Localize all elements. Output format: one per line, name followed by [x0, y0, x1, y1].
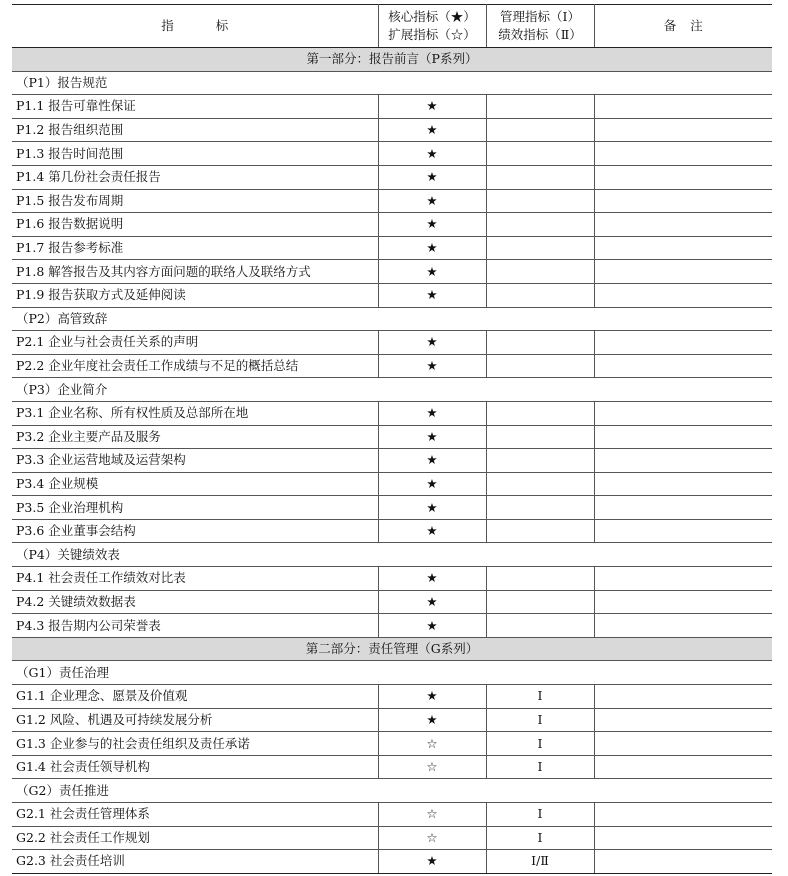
core-extended-cell: ★	[378, 95, 486, 119]
management-performance-cell	[486, 189, 594, 213]
table-row	[12, 755, 772, 779]
core-extended-cell: ☆	[378, 732, 486, 756]
table-row	[12, 189, 772, 213]
remarks-cell	[594, 142, 772, 166]
core-extended-cell: ★	[378, 850, 486, 874]
core-extended-cell: ★	[378, 165, 486, 189]
core-extended-cell: ★	[378, 283, 486, 307]
indicator-name-cell: G2.3 社会责任培训	[12, 850, 378, 874]
remarks-cell	[594, 331, 772, 355]
core-extended-cell: ☆	[378, 826, 486, 850]
remarks-cell	[594, 213, 772, 237]
indicator-name-cell: P2.2 企业年度社会责任工作成绩与不足的概括总结	[12, 354, 378, 378]
management-performance-cell	[486, 590, 594, 614]
indicator-name-cell: P3.3 企业运营地域及运营架构	[12, 449, 378, 473]
table-row	[12, 142, 772, 166]
indicator-name-cell: P4.3 报告期内公司荣誉表	[12, 614, 378, 638]
management-performance-cell	[486, 283, 594, 307]
remarks-cell	[594, 732, 772, 756]
management-performance-cell: Ⅰ	[486, 685, 594, 709]
core-extended-cell: ★	[378, 354, 486, 378]
indicator-name-cell: G2.1 社会责任管理体系	[12, 803, 378, 827]
section-header-row	[12, 661, 772, 685]
remarks-cell	[594, 118, 772, 142]
table-row	[12, 685, 772, 709]
section-title: （G2）责任推进	[12, 779, 772, 803]
remarks-cell	[594, 189, 772, 213]
section-header-row	[12, 779, 772, 803]
core-extended-cell: ★	[378, 519, 486, 543]
table-row	[12, 567, 772, 591]
section-header-row	[12, 71, 772, 95]
indicator-name-cell: P4.1 社会责任工作绩效对比表	[12, 567, 378, 591]
header-extended-label: 扩展指标（☆）	[388, 27, 476, 42]
core-extended-cell: ★	[378, 708, 486, 732]
indicator-name-cell: P1.2 报告组织范围	[12, 118, 378, 142]
indicator-name-cell: P2.1 企业与社会责任关系的声明	[12, 331, 378, 355]
core-extended-cell: ★	[378, 331, 486, 355]
remarks-cell	[594, 449, 772, 473]
table-row	[12, 118, 772, 142]
remarks-cell	[594, 472, 772, 496]
management-performance-cell	[486, 472, 594, 496]
management-performance-cell	[486, 401, 594, 425]
table-row	[12, 165, 772, 189]
indicator-name-cell: P3.1 企业名称、所有权性质及总部所在地	[12, 401, 378, 425]
table-row	[12, 614, 772, 638]
remarks-cell	[594, 614, 772, 638]
remarks-cell	[594, 685, 772, 709]
remarks-cell	[594, 708, 772, 732]
management-performance-cell	[486, 614, 594, 638]
section-title: （P2）高管致辞	[12, 307, 772, 331]
core-extended-cell: ☆	[378, 755, 486, 779]
indicator-name-cell: P4.2 关键绩效数据表	[12, 590, 378, 614]
remarks-cell	[594, 755, 772, 779]
management-performance-cell	[486, 354, 594, 378]
part-header-row	[12, 48, 772, 72]
core-extended-cell: ★	[378, 425, 486, 449]
indicator-name-cell: P1.8 解答报告及其内容方面问题的联络人及联络方式	[12, 260, 378, 284]
table-row	[12, 425, 772, 449]
table-row	[12, 496, 772, 520]
indicator-name-cell: P1.4 第几份社会责任报告	[12, 165, 378, 189]
indicator-name-cell: P1.7 报告参考标准	[12, 236, 378, 260]
management-performance-cell	[486, 95, 594, 119]
section-header-row	[12, 378, 772, 402]
section-title: （P1）报告规范	[12, 71, 772, 95]
table-row	[12, 708, 772, 732]
management-performance-cell	[486, 449, 594, 473]
part-header-row	[12, 637, 772, 661]
core-extended-cell: ☆	[378, 803, 486, 827]
core-extended-cell: ★	[378, 614, 486, 638]
remarks-cell	[594, 519, 772, 543]
table-row	[12, 826, 772, 850]
indicator-name-cell: P3.6 企业董事会结构	[12, 519, 378, 543]
core-extended-cell: ★	[378, 189, 486, 213]
core-extended-cell: ★	[378, 567, 486, 591]
indicator-name-cell: P1.1 报告可靠性保证	[12, 95, 378, 119]
remarks-cell	[594, 425, 772, 449]
header-management-label: 管理指标（Ⅰ）	[500, 9, 580, 24]
header-performance-label: 绩效指标（Ⅱ）	[498, 27, 582, 42]
management-performance-cell: Ⅰ	[486, 755, 594, 779]
indicator-name-cell: P3.5 企业治理机构	[12, 496, 378, 520]
table-row	[12, 236, 772, 260]
core-extended-cell: ★	[378, 449, 486, 473]
part-title: 第二部分：责任管理（G系列）	[12, 637, 772, 661]
management-performance-cell: Ⅰ	[486, 803, 594, 827]
table-row	[12, 850, 772, 874]
remarks-cell	[594, 401, 772, 425]
section-title: （G1）责任治理	[12, 661, 772, 685]
remarks-cell	[594, 567, 772, 591]
management-performance-cell: Ⅰ	[486, 708, 594, 732]
indicator-name-cell: G1.4 社会责任领导机构	[12, 755, 378, 779]
remarks-cell	[594, 165, 772, 189]
part-title: 第一部分：报告前言（P系列）	[12, 48, 772, 72]
table-row	[12, 331, 772, 355]
management-performance-cell	[486, 425, 594, 449]
indicator-name-cell: G1.1 企业理念、愿景及价值观	[12, 685, 378, 709]
core-extended-cell: ★	[378, 590, 486, 614]
management-performance-cell	[486, 260, 594, 284]
indicator-name-cell: P3.2 企业主要产品及服务	[12, 425, 378, 449]
indicator-name-cell: P3.4 企业规模	[12, 472, 378, 496]
indicator-name-cell: P1.5 报告发布周期	[12, 189, 378, 213]
indicator-name-cell: G1.2 风险、机遇及可持续发展分析	[12, 708, 378, 732]
table-row	[12, 732, 772, 756]
section-header-row	[12, 543, 772, 567]
management-performance-cell	[486, 165, 594, 189]
core-extended-cell: ★	[378, 472, 486, 496]
core-extended-cell: ★	[378, 685, 486, 709]
table-row	[12, 449, 772, 473]
remarks-cell	[594, 354, 772, 378]
remarks-cell	[594, 850, 772, 874]
management-performance-cell	[486, 118, 594, 142]
remarks-cell	[594, 283, 772, 307]
table-row	[12, 95, 772, 119]
core-extended-cell: ★	[378, 142, 486, 166]
core-extended-cell: ★	[378, 118, 486, 142]
management-performance-cell	[486, 236, 594, 260]
table-header	[12, 5, 772, 48]
indicator-table	[12, 4, 772, 874]
table-row	[12, 354, 772, 378]
table-row	[12, 803, 772, 827]
header-core-label: 核心指标（★）	[388, 9, 476, 24]
remarks-cell	[594, 260, 772, 284]
management-performance-cell	[486, 496, 594, 520]
management-performance-cell	[486, 213, 594, 237]
header-remarks: 备注	[594, 5, 772, 48]
management-performance-cell	[486, 567, 594, 591]
indicator-name-cell: P1.9 报告获取方式及延伸阅读	[12, 283, 378, 307]
core-extended-cell: ★	[378, 236, 486, 260]
indicator-table-container	[12, 4, 772, 874]
management-performance-cell	[486, 331, 594, 355]
remarks-cell	[594, 496, 772, 520]
indicator-name-cell: G1.3 企业参与的社会责任组织及责任承诺	[12, 732, 378, 756]
section-title: （P3）企业简介	[12, 378, 772, 402]
table-row	[12, 401, 772, 425]
management-performance-cell	[486, 519, 594, 543]
management-performance-cell: Ⅰ	[486, 732, 594, 756]
remarks-cell	[594, 826, 772, 850]
remarks-cell	[594, 236, 772, 260]
table-row	[12, 213, 772, 237]
core-extended-cell: ★	[378, 496, 486, 520]
section-title: （P4）关键绩效表	[12, 543, 772, 567]
management-performance-cell: Ⅰ/Ⅱ	[486, 850, 594, 874]
remarks-cell	[594, 803, 772, 827]
table-row	[12, 283, 772, 307]
table-body	[12, 48, 772, 874]
table-row	[12, 590, 772, 614]
indicator-name-cell: P1.3 报告时间范围	[12, 142, 378, 166]
table-row	[12, 519, 772, 543]
table-row	[12, 472, 772, 496]
remarks-cell	[594, 590, 772, 614]
core-extended-cell: ★	[378, 213, 486, 237]
header-indicator: 指标	[12, 5, 378, 48]
core-extended-cell: ★	[378, 401, 486, 425]
header-core-extended	[378, 5, 486, 48]
management-performance-cell	[486, 142, 594, 166]
management-performance-cell: Ⅰ	[486, 826, 594, 850]
core-extended-cell: ★	[378, 260, 486, 284]
indicator-name-cell: P1.6 报告数据说明	[12, 213, 378, 237]
indicator-name-cell: G2.2 社会责任工作规划	[12, 826, 378, 850]
header-management-performance	[486, 5, 594, 48]
table-row	[12, 260, 772, 284]
section-header-row	[12, 307, 772, 331]
remarks-cell	[594, 95, 772, 119]
